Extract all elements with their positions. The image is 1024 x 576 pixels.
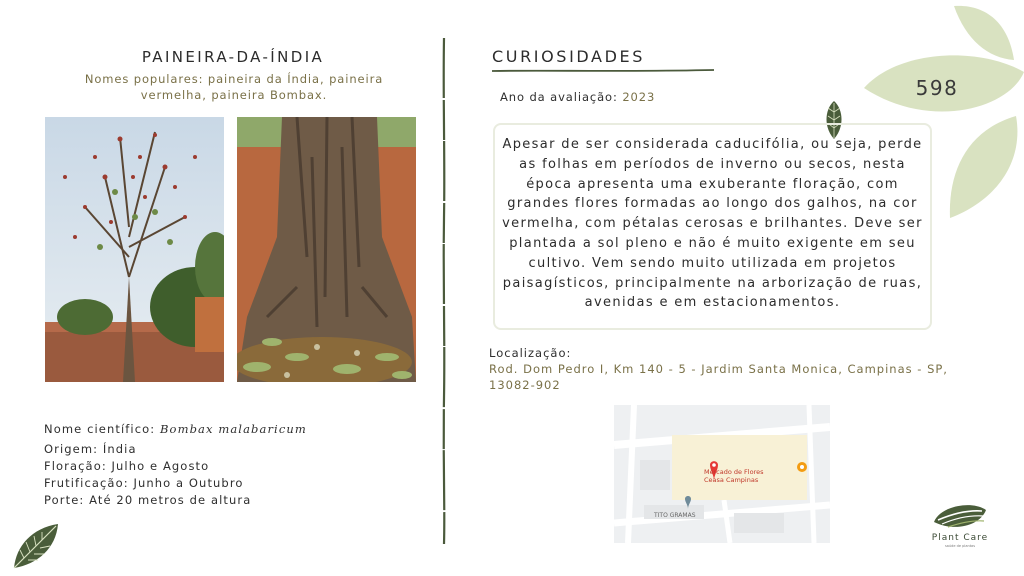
plant-details: [44, 421, 424, 509]
brand-name: Plant Care: [931, 533, 989, 543]
curiosities-text: Apesar de ser considerada caducifólia, ou seja, perde as folhas em períodos de inverno ou secos, nesta época apresenta uma exuberante floração, com grandes flores formadas ao longo dos galhos, na cor vermelha, com pétalas cerosas e brilhantes. Deve ser plantada a sol pleno e não é muito exigente em seu cultivo. Vem sendo muito utilizada em projetos paisagísticos, principalmente na arborização de ruas, avenidas e em estacionamentos.: [493, 123, 932, 330]
location-label: Localização:: [489, 346, 572, 360]
leaf-icon: [10, 522, 62, 570]
scientific-name: [44, 421, 424, 438]
evaluation-number-badge: 598: [915, 76, 959, 100]
origin: Origem: Índia: [44, 442, 137, 456]
tree-photo: [45, 117, 224, 382]
trunk-photo: [237, 117, 416, 382]
map-pin-label-line2: Ceasa Campinas: [704, 476, 759, 484]
flowering: Floração: Julho e Agosto: [44, 459, 210, 473]
evaluation-year-label: Ano da avaliação:: [500, 90, 623, 104]
scientific-name-label: Nome científico:: [44, 422, 160, 436]
location-map[interactable]: [614, 405, 830, 543]
title-underline: [492, 68, 714, 74]
evaluation-year: [500, 90, 655, 104]
map-pin-label: [704, 468, 764, 484]
plant-title: PAINEIRA-DA-ÍNDIA: [141, 48, 325, 66]
evaluation-year-value: 2023: [622, 90, 656, 104]
map-pin-icon: [797, 462, 807, 472]
map-secondary-label: TITO GRAMAS: [654, 512, 696, 519]
popular-names: Nomes populares: paineira da Índia, paineira vermelha, paineira Bombax.: [84, 72, 384, 102]
column-divider: [440, 38, 448, 544]
map-pin-label-line1: Mercado de Flores: [704, 468, 764, 476]
fruiting: Frutificação: Junho a Outubro: [44, 476, 244, 490]
brand-tagline: saúde de plantas: [944, 544, 976, 548]
curiosities-title: CURIOSIDADES: [492, 47, 645, 66]
location-address[interactable]: Rod. Dom Pedro I, Km 140 - 5 - Jardim Santa Monica, Campinas - SP, 13082-902: [489, 362, 948, 392]
size: Porte: Até 20 metros de altura: [44, 493, 252, 507]
leaf-icon: [858, 0, 1024, 230]
scientific-name-value: Bombax malabaricum: [160, 422, 307, 436]
